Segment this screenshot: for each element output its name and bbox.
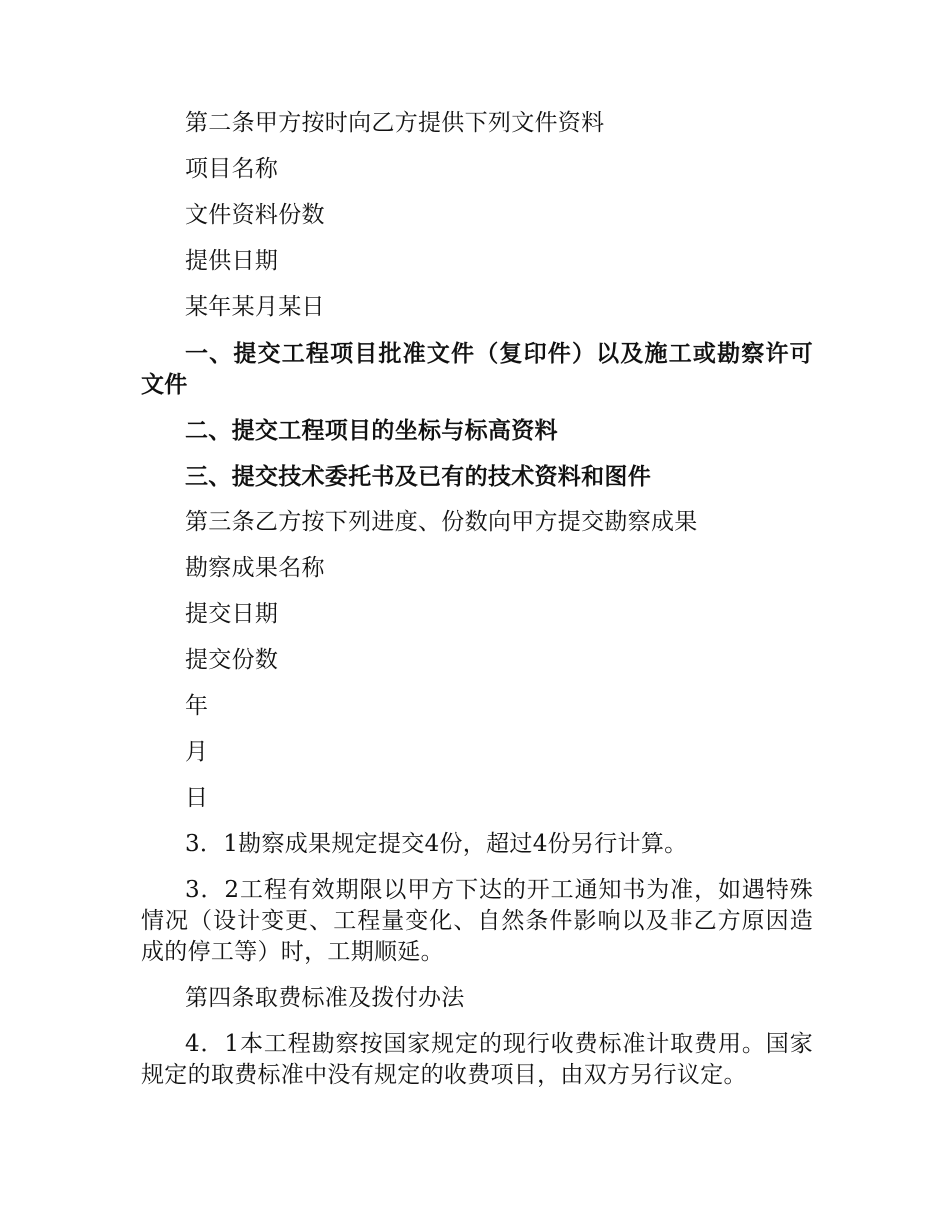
clause-one: 一、提交工程项目批准文件（复印件）以及施工或勘察许可文件 xyxy=(141,340,813,398)
item-submit-date: 提交日期 xyxy=(185,601,279,627)
clause-4-1: 4．1本工程勘察按国家规定的现行收费标准计取费用。国家规定的取费标准中没有规定的收费项目，由双方另行议定。 xyxy=(141,1031,813,1088)
item-project-name: 项目名称 xyxy=(185,156,279,182)
item-provide-date: 提供日期 xyxy=(185,248,279,274)
item-result-name: 勘察成果名称 xyxy=(185,555,325,581)
item-document-copies: 文件资料份数 xyxy=(185,202,325,228)
item-submit-copies: 提交份数 xyxy=(185,647,279,673)
clause-two: 二、提交工程项目的坐标与标高资料 xyxy=(185,417,558,444)
item-month: 月 xyxy=(185,739,209,765)
item-year: 年 xyxy=(185,693,209,719)
item-day: 日 xyxy=(185,785,209,811)
clause-three: 三、提交技术委托书及已有的技术资料和图件 xyxy=(185,463,651,490)
article-3-heading: 第三条乙方按下列进度、份数向甲方提交勘察成果 xyxy=(185,509,698,535)
item-date-placeholder: 某年某月某日 xyxy=(185,294,325,320)
document-body xyxy=(141,108,813,1106)
clause-3-1: 3．1勘察成果规定提交4份，超过4份另行计算。 xyxy=(185,831,688,857)
article-4-heading: 第四条取费标准及拨付办法 xyxy=(185,985,465,1011)
clause-3-2: 3．2工程有效期限以甲方下达的开工通知书为准，如遇特殊情况（设计变更、工程量变化、自然条件影响以及非乙方原因造成的停工等）时，工期顺延。 xyxy=(141,877,813,965)
article-2-heading: 第二条甲方按时向乙方提供下列文件资料 xyxy=(185,110,605,136)
